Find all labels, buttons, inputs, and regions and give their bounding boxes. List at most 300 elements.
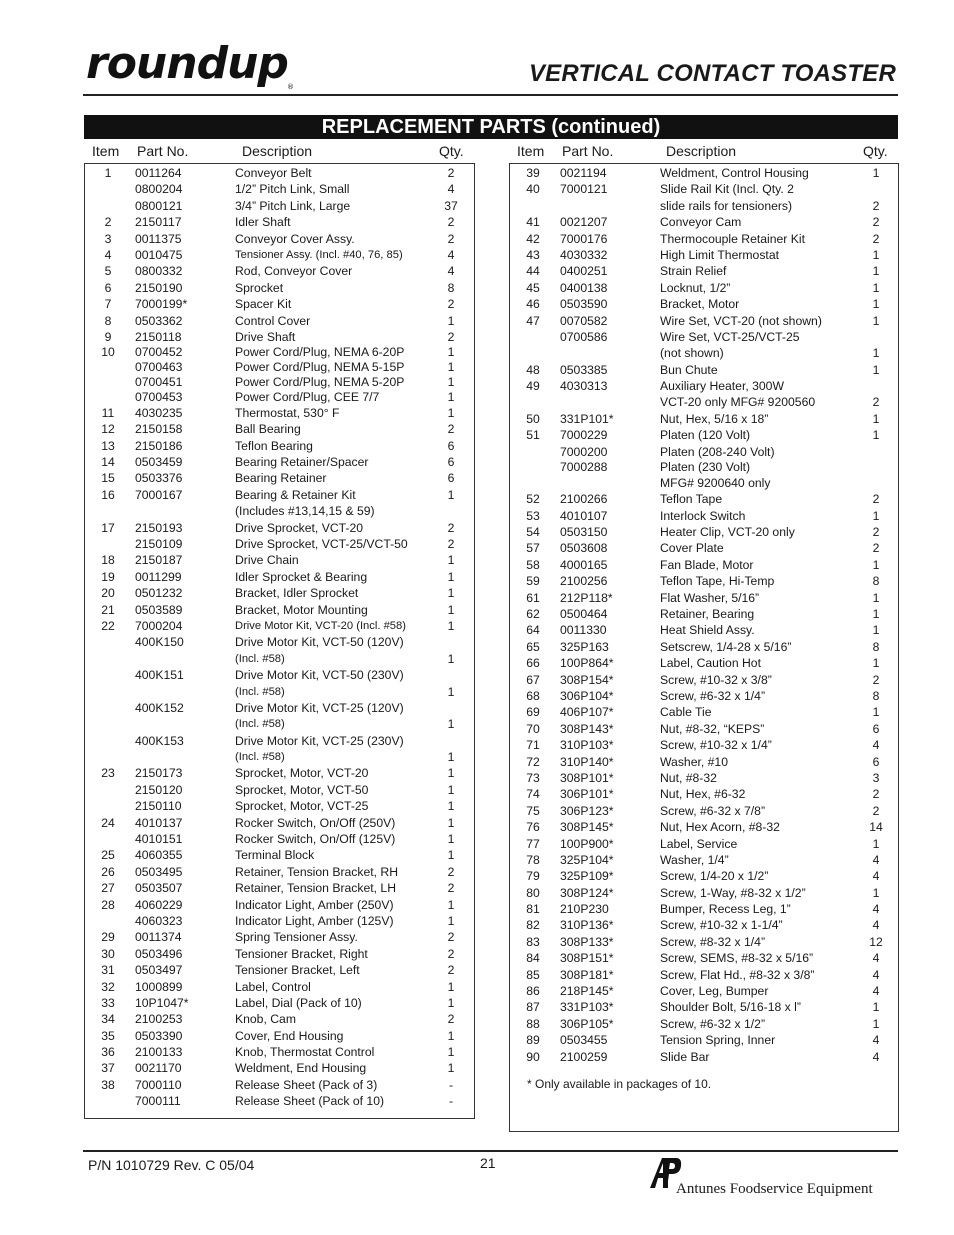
description-cell: Screw, SEMS, #8-32 x 5/16” (660, 951, 814, 966)
description-cell: Idler Shaft (235, 215, 291, 230)
table-row (510, 885, 898, 901)
description-cell: Tensioner Assy. (Incl. #40, 76, 85) (235, 248, 403, 261)
part-number-cell: 2150117 (135, 215, 182, 230)
table-row (510, 590, 898, 606)
table-row (510, 378, 898, 394)
footnote: * Only available in packages of 10. (527, 1077, 712, 1091)
header-item: Item (517, 143, 545, 159)
table-row (510, 754, 898, 770)
part-number-cell: 400K153 (135, 733, 184, 748)
part-number-cell: 0503455 (560, 1033, 608, 1048)
part-number-cell: 10P1047* (135, 995, 189, 1010)
part-number-cell: 0503496 (135, 946, 183, 961)
item-number: 10 (101, 345, 115, 360)
table-row (85, 165, 474, 181)
quantity-cell: 1 (872, 247, 880, 262)
table-row (510, 721, 898, 737)
part-number-cell: 306P104* (560, 689, 614, 703)
quantity-cell: 8 (872, 574, 880, 589)
description-cell: Label, Caution Hot (660, 656, 761, 671)
part-number-cell: 2150190 (135, 280, 183, 295)
description-cell: Drive Motor Kit, VCT-50 (120V) (235, 635, 404, 650)
quantity-cell: 1 (872, 297, 880, 312)
description-cell: Bearing Retainer (235, 471, 327, 486)
part-number-cell: 308P181* (560, 967, 614, 982)
description-cell: Teflon Tape, Hi-Temp (660, 574, 775, 589)
item-number: 61 (526, 590, 540, 605)
part-number-cell: 400K151 (135, 668, 184, 683)
brand-wordmark: roundup (86, 40, 288, 89)
part-number-cell: 0503376 (135, 471, 183, 486)
quantity-cell: 2 (447, 215, 455, 230)
description-cell: Sprocket, Motor, VCT-50 (235, 782, 369, 797)
part-number-cell: 4030332 (560, 247, 608, 262)
description-cell: Nut, #8-32, “KEPS” (660, 721, 765, 736)
description-cell: (Incl. #58) (235, 751, 285, 764)
quantity-cell: 1 (872, 623, 880, 638)
item-number: 20 (101, 586, 115, 601)
part-number-cell: 4010151 (135, 832, 183, 847)
item-number: 79 (526, 869, 540, 884)
item-number: 51 (526, 428, 540, 443)
description-cell: Thermostat, 530° F (235, 405, 340, 420)
table-row (85, 569, 474, 585)
table-row (510, 165, 898, 181)
table-row (510, 411, 898, 427)
table-row (510, 950, 898, 966)
table-row (510, 786, 898, 802)
description-cell: Platen (230 Volt) (660, 460, 751, 475)
table-row (510, 475, 898, 491)
description-cell: Bracket, Idler Sprocket (235, 586, 359, 601)
part-number-cell: 218P145* (560, 984, 614, 999)
right-parts-table (509, 163, 899, 1132)
item-number: 23 (101, 766, 115, 781)
page-number: 21 (480, 1155, 496, 1171)
quantity-cell: 2 (872, 395, 880, 410)
quantity-cell: 1 (447, 602, 455, 617)
part-number-cell: 310P136* (560, 918, 614, 933)
part-number-cell: 2150193 (135, 520, 183, 535)
part-number-cell: 325P163 (560, 639, 609, 654)
table-row (510, 868, 898, 884)
description-cell: Conveyor Cover Assy. (235, 231, 355, 246)
item-number: 39 (526, 166, 540, 180)
table-row (85, 913, 474, 929)
item-number: 87 (526, 1000, 540, 1015)
description-cell: Sprocket, Motor, VCT-25 (235, 799, 369, 814)
header-qty: Qty. (863, 143, 888, 159)
quantity-cell: 1 (447, 345, 455, 360)
table-row (510, 198, 898, 214)
description-cell: Drive Motor Kit, VCT-20 (Incl. #58) (235, 619, 406, 632)
part-number-cell: 2100253 (135, 1012, 183, 1027)
description-cell: Fan Blade, Motor (660, 557, 754, 572)
item-number: 18 (101, 553, 115, 568)
item-number: 12 (101, 422, 115, 437)
quantity-cell: 2 (447, 166, 455, 180)
table-row (85, 962, 474, 978)
description-cell: Screw, 1/4-20 x 1/2” (660, 869, 769, 884)
part-number-cell: 7000204 (135, 618, 183, 633)
table-row (510, 803, 898, 819)
quantity-cell: 1 (447, 684, 455, 699)
table-row (85, 198, 474, 214)
quantity-cell: 6 (447, 471, 455, 486)
item-number: 64 (526, 623, 540, 638)
description-cell: Cover Plate (660, 541, 724, 556)
table-row (85, 360, 474, 375)
part-number-cell: 308P124* (560, 885, 614, 900)
description-cell: Knob, Cam (235, 1012, 296, 1027)
description-cell: Interlock Switch (660, 508, 746, 523)
description-cell: Label, Control (235, 979, 311, 994)
quantity-cell: 1 (447, 569, 455, 584)
part-number-cell: 0010475 (135, 247, 183, 262)
description-cell: Flat Washer, 5/16” (660, 590, 760, 605)
item-number: 44 (526, 264, 540, 279)
description-cell: Setscrew, 1/4-28 x 5/16” (660, 639, 792, 654)
item-number: 36 (101, 1045, 115, 1060)
description-cell: Screw, #10-32 x 1/4” (660, 738, 772, 753)
item-number: 15 (101, 471, 115, 486)
table-row (85, 280, 474, 296)
item-number: 7 (104, 297, 112, 312)
table-row (85, 1077, 474, 1093)
description-cell: Power Cord/Plug, NEMA 6-20P (235, 345, 405, 360)
quantity-cell: 1 (872, 656, 880, 671)
item-number: 32 (101, 979, 115, 994)
part-number-cell: 0021194 (560, 166, 607, 180)
description-cell: Wire Set, VCT-25/VCT-25 (660, 329, 800, 344)
part-number-cell: 0503608 (560, 541, 608, 556)
document-title: VERTICAL CONTACT TOASTER (528, 60, 896, 87)
table-row (510, 329, 898, 345)
item-number: 13 (101, 438, 115, 453)
table-row (510, 688, 898, 704)
description-cell: Knob, Thermostat Control (235, 1045, 375, 1060)
table-row (85, 1060, 474, 1076)
table-row (85, 847, 474, 863)
part-number-cell: 0700453 (135, 389, 183, 404)
part-number-cell: 4010137 (135, 815, 183, 830)
item-number: 77 (526, 836, 540, 851)
item-number: 31 (101, 963, 115, 978)
description-cell: Drive Chain (235, 553, 299, 568)
quantity-cell: 2 (447, 1012, 455, 1027)
quantity-cell: 2 (447, 422, 455, 437)
table-row (85, 749, 474, 765)
quantity-cell: 4 (447, 247, 455, 262)
part-number-cell: 0400251 (560, 264, 608, 279)
description-cell: (Incl. #58) (235, 685, 285, 698)
quantity-cell: 1 (447, 618, 455, 633)
table-row (85, 329, 474, 345)
table-row (510, 1032, 898, 1048)
item-number: 17 (101, 520, 115, 535)
part-number-cell: 4010107 (560, 508, 608, 523)
item-number: 82 (526, 918, 540, 933)
part-number-cell: 0800121 (135, 198, 183, 213)
item-number: 81 (526, 902, 540, 917)
table-row (510, 427, 898, 443)
part-number-cell: 210P230 (560, 902, 609, 917)
item-number: 37 (101, 1061, 115, 1076)
item-number: 84 (526, 951, 540, 966)
description-cell: Sprocket, Motor, VCT-20 (235, 766, 369, 781)
part-number-cell: 0021170 (135, 1061, 182, 1076)
part-number-cell: 2150110 (135, 799, 182, 814)
table-row (510, 313, 898, 329)
quantity-cell: 2 (447, 881, 455, 896)
table-row (510, 967, 898, 983)
quantity-cell: 4 (872, 967, 880, 982)
part-number-cell: 0501232 (135, 586, 183, 601)
table-row (510, 901, 898, 917)
description-cell: Rocker Switch, On/Off (250V) (235, 815, 396, 830)
item-number: 3 (104, 231, 112, 246)
part-number-cell: 2150109 (135, 536, 183, 551)
item-number: 35 (101, 1028, 115, 1043)
part-number-cell: 0503590 (560, 297, 608, 312)
quantity-cell: 1 (447, 375, 455, 390)
table-row (85, 405, 474, 421)
table-row (85, 263, 474, 279)
description-cell: Washer, #10 (660, 754, 728, 769)
description-cell: Platen (208-240 Volt) (660, 444, 775, 459)
part-number-cell: 0800204 (135, 182, 183, 197)
description-cell: Release Sheet (Pack of 3) (235, 1077, 378, 1092)
description-cell: Washer, 1/4” (660, 852, 729, 867)
table-row (510, 819, 898, 835)
description-cell: Sprocket (235, 280, 284, 295)
table-row (85, 667, 474, 683)
table-row (85, 454, 474, 470)
quantity-cell: 1 (447, 1028, 455, 1043)
table-row (510, 345, 898, 361)
item-number: 78 (526, 852, 540, 867)
table-row (510, 917, 898, 933)
quantity-cell: 4 (447, 264, 455, 279)
part-number-cell: 0021207 (560, 215, 608, 230)
item-number: 21 (101, 602, 115, 617)
table-row (85, 296, 474, 312)
description-cell: Rod, Conveyor Cover (235, 264, 353, 279)
quantity-cell: 1 (872, 411, 880, 426)
description-cell: Release Sheet (Pack of 10) (235, 1094, 385, 1109)
part-number-cell: 7000199* (135, 297, 188, 312)
part-number-cell: 308P133* (560, 934, 614, 949)
quantity-cell: 2 (872, 787, 880, 802)
part-number-cell: 308P154* (560, 672, 614, 687)
part-number-cell: 0011374 (135, 930, 182, 945)
table-row (510, 852, 898, 868)
table-row (85, 634, 474, 650)
quantity-cell: 1 (447, 750, 455, 765)
quantity-cell: 4 (872, 918, 880, 933)
quantity-cell: 1 (872, 280, 880, 295)
table-row (85, 585, 474, 601)
item-number: 76 (526, 820, 540, 835)
part-number-cell: 306P105* (560, 1016, 614, 1031)
table-row (510, 557, 898, 573)
table-row (85, 733, 474, 749)
quantity-cell: 1 (447, 848, 455, 863)
quantity-cell: - (448, 1094, 454, 1109)
part-number-cell: 0503507 (135, 881, 183, 896)
description-cell: Locknut, 1/2” (660, 280, 731, 295)
quantity-cell: 1 (447, 405, 455, 420)
part-number-cell: 100P900* (560, 836, 614, 851)
table-row (510, 672, 898, 688)
description-cell: MFG# 9200640 only (660, 475, 771, 490)
description-cell: Screw, #6-32 x 1/4” (660, 689, 765, 703)
description-cell: Tensioner Bracket, Right (235, 946, 368, 961)
description-cell: Drive Shaft (235, 329, 296, 344)
right-column-header (509, 141, 898, 162)
item-number: 62 (526, 607, 540, 622)
table-row (510, 1049, 898, 1065)
item-number: 5 (104, 264, 112, 279)
part-number-cell: 0011264 (135, 166, 182, 180)
part-number-cell: 0503497 (135, 963, 183, 978)
table-row (85, 181, 474, 197)
quantity-cell: 2 (447, 536, 455, 551)
table-row (85, 345, 474, 360)
table-row (85, 700, 474, 716)
item-number: 11 (101, 405, 115, 420)
item-number: 41 (526, 215, 540, 230)
table-row (510, 444, 898, 460)
item-number: 43 (526, 247, 540, 262)
quantity-cell: 2 (872, 525, 880, 540)
table-row (85, 536, 474, 552)
item-number: 24 (101, 815, 115, 830)
quantity-cell: 8 (872, 639, 880, 654)
quantity-cell: 2 (447, 864, 455, 879)
description-cell: Platen (120 Volt) (660, 428, 751, 443)
quantity-cell: 1 (872, 362, 880, 377)
quantity-cell: 1 (447, 782, 455, 797)
header-part: Part No. (137, 143, 189, 159)
description-cell: Indicator Light, Amber (250V) (235, 897, 394, 912)
table-row (510, 622, 898, 638)
description-cell: Nut, Hex, 5/16 x 18” (660, 411, 769, 426)
quantity-cell: 2 (447, 231, 455, 246)
table-row (510, 1016, 898, 1032)
item-number: 69 (526, 705, 540, 720)
table-row (510, 394, 898, 410)
table-row (510, 460, 898, 475)
table-row (85, 831, 474, 847)
description-cell: Drive Motor Kit, VCT-50 (230V) (235, 668, 404, 683)
quantity-cell: 1 (872, 508, 880, 523)
part-number-cell: 0400138 (560, 280, 608, 295)
description-cell: Spring Tensioner Assy. (235, 930, 358, 945)
description-cell: Rocker Switch, On/Off (125V) (235, 832, 396, 847)
table-row (85, 864, 474, 880)
item-number: 16 (101, 487, 115, 502)
table-row (85, 1093, 474, 1109)
description-cell: Power Cord/Plug, CEE 7/7 (235, 389, 380, 404)
quantity-cell: 1 (447, 979, 455, 994)
quantity-cell: 2 (872, 492, 880, 507)
description-cell: Screw, 1-Way, #8-32 x 1/2” (660, 885, 806, 900)
header-description: Description (242, 143, 313, 159)
quantity-cell: 1 (447, 389, 455, 404)
description-cell: Label, Service (660, 836, 738, 851)
part-number-cell: 7000176 (560, 231, 608, 246)
left-column-header (84, 141, 474, 162)
part-number-cell: 0503390 (135, 1028, 183, 1043)
description-cell: Screw, #8-32 x 1/4” (660, 934, 765, 949)
item-number: 42 (526, 231, 540, 246)
item-number: 2 (104, 215, 112, 230)
description-cell: (not shown) (660, 346, 724, 361)
part-number-cell: 2100259 (560, 1049, 608, 1064)
table-row (85, 782, 474, 798)
quantity-cell: 2 (447, 297, 455, 312)
item-number: 88 (526, 1016, 540, 1031)
table-row (510, 181, 898, 197)
part-number-cell: 4060323 (135, 913, 183, 928)
part-number-cell: 4060229 (135, 897, 183, 912)
description-cell: Nut, Hex, #6-32 (660, 787, 746, 802)
item-number: 75 (526, 803, 540, 818)
part-number-cell: 308P145* (560, 820, 614, 835)
table-row (510, 247, 898, 263)
table-row (85, 421, 474, 437)
part-number-cell: 7000110 (135, 1077, 182, 1092)
description-cell: Tensioner Bracket, Left (235, 963, 360, 978)
quantity-cell: 1 (447, 799, 455, 814)
table-row (85, 503, 474, 519)
part-number-cell: 0700452 (135, 345, 183, 360)
part-number-cell: 1000899 (135, 979, 183, 994)
table-row (85, 618, 474, 634)
roundup-logo (84, 40, 314, 92)
quantity-cell: 4 (872, 1049, 880, 1064)
description-cell: (Includes #13,14,15 & 59) (235, 504, 375, 519)
quantity-cell: 1 (872, 166, 880, 180)
quantity-cell: 1 (872, 885, 880, 900)
item-number: 8 (104, 313, 112, 328)
part-number-cell: 400K150 (135, 635, 184, 650)
part-number-cell: 2150120 (135, 782, 183, 797)
table-row (510, 524, 898, 540)
description-cell: Screw, #10-32 x 3/8” (660, 672, 772, 687)
item-number: 59 (526, 574, 540, 589)
description-cell: Indicator Light, Amber (125V) (235, 913, 394, 928)
part-number-cell: 4030235 (135, 405, 183, 420)
quantity-cell: 6 (872, 721, 880, 736)
item-number: 71 (526, 738, 540, 753)
quantity-cell: - (448, 1077, 454, 1092)
item-number: 83 (526, 934, 540, 949)
quantity-cell: 2 (872, 672, 880, 687)
quantity-cell: 1 (872, 836, 880, 851)
quantity-cell: 6 (447, 455, 455, 470)
table-row (85, 602, 474, 618)
part-number-cell: 0800332 (135, 264, 183, 279)
part-number-cell: 308P143* (560, 721, 614, 736)
description-cell: Teflon Bearing (235, 438, 313, 453)
item-number: 26 (101, 864, 115, 879)
item-number: 73 (526, 770, 540, 785)
table-row (510, 983, 898, 999)
part-number-cell: 7000200 (560, 444, 608, 459)
description-cell: VCT-20 only MFG# 9200560 (660, 395, 816, 410)
